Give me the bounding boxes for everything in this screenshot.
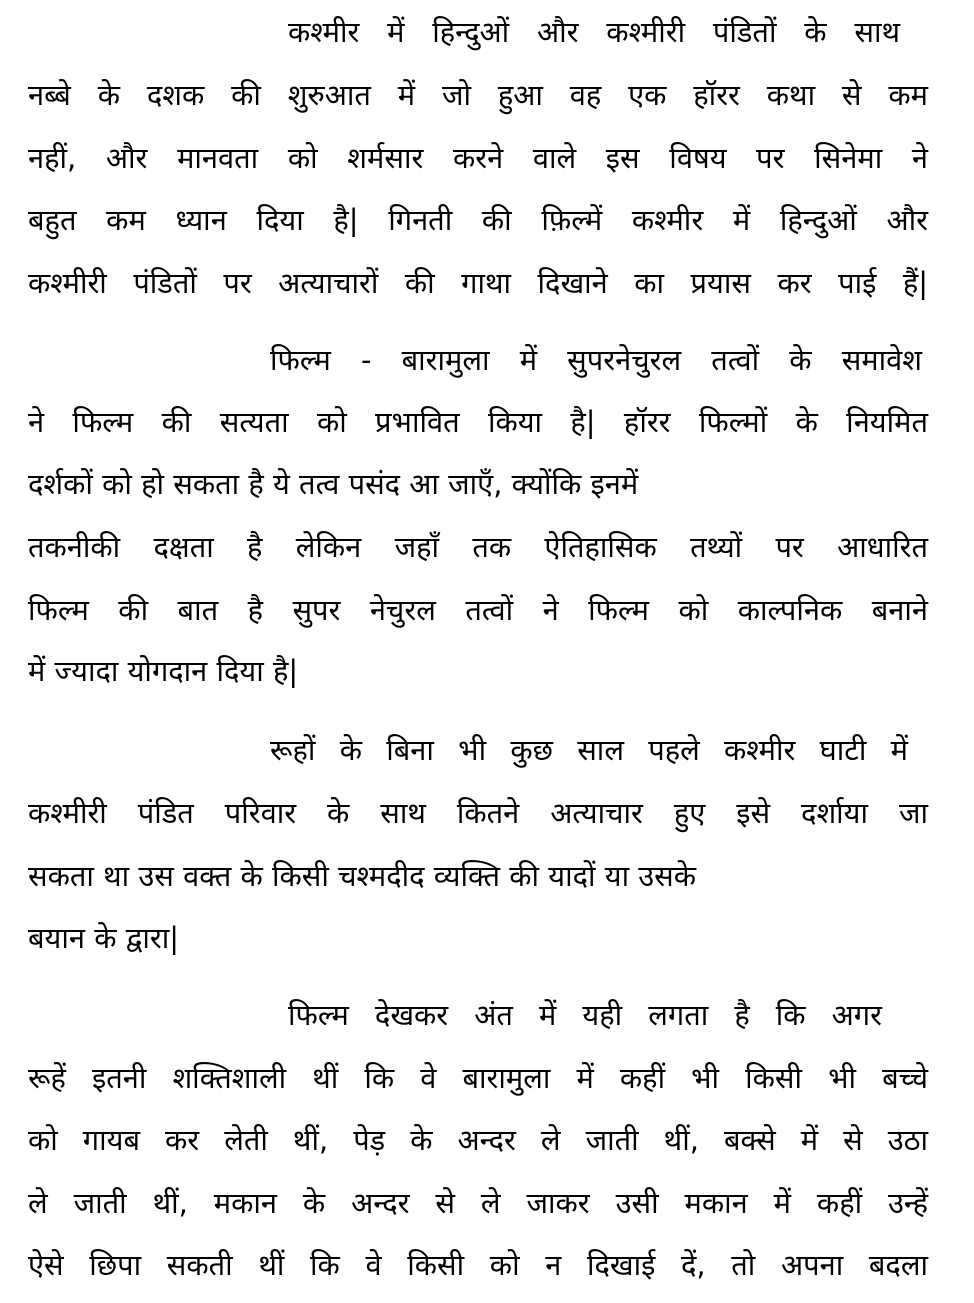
paragraph-2-line-6: में ज्यादा योगदान दिया है| bbox=[28, 654, 299, 688]
paragraph-3-line-3: सकता था उस वक्त के किसी चश्मदीद व्यक्ति की यादों या उसके bbox=[28, 859, 697, 893]
paragraph-1-line-5: कश्मीरी पंडितों पर अत्याचारों की गाथा दिखाने का प्रयास कर पाई हैं| bbox=[28, 266, 928, 300]
paragraph-3-line-4: बयान के द्वारा| bbox=[28, 921, 180, 955]
paragraph-4-line-5: ऐसे छिपा सकती थीं कि वे किसी को न दिखाई दें, तो अपना बदला bbox=[28, 1248, 928, 1282]
paragraph-2-line-1: फिल्म - बारामुला में सुपरनेचुरल तत्वों के समावेश bbox=[270, 343, 922, 377]
paragraph-2-line-2: ने फिल्म की सत्यता को प्रभावित किया है| हॉरर फिल्मों के नियमित bbox=[28, 405, 928, 439]
paragraph-2-line-5: फिल्म की बात है सुपर नेचुरल तत्वों ने फिल्म को काल्पनिक बनाने bbox=[28, 593, 928, 627]
paragraph-3-line-1: रूहों के बिना भी कुछ साल पहले कश्मीर घाटी में bbox=[270, 733, 908, 767]
paragraph-1-line-1: कश्मीर में हिन्दुओं और कश्मीरी पंडितों के साथ bbox=[288, 15, 900, 49]
paragraph-4-line-4: ले जाती थीं, मकान के अन्दर से ले जाकर उसी मकान में कहीं उन्हें bbox=[28, 1186, 928, 1220]
paragraph-1-line-4: बहुत कम ध्यान दिया है| गिनती की फ़िल्में कश्मीर में हिन्दुओं और bbox=[28, 203, 928, 237]
paragraph-4-line-2: रूहें इतनी शक्तिशाली थीं कि वे बारामुला में कहीं भी किसी भी बच्चे bbox=[28, 1061, 928, 1095]
paragraph-2-line-4: तकनीकी दक्षता है लेकिन जहाँ तक ऐतिहासिक तथ्यों पर आधारित bbox=[28, 530, 928, 564]
paragraph-4-line-3: को गायब कर लेती थीं, पेड़ के अन्दर ले जाती थीं, बक्से में से उठा bbox=[28, 1123, 928, 1157]
paragraph-2-line-3: दर्शकों को हो सकता है ये तत्व पसंद आ जाएँ, क्योंकि इनमें bbox=[28, 467, 639, 501]
paragraph-1-line-3: नहीं, और मानवता को शर्मसार करने वाले इस विषय पर सिनेमा ने bbox=[28, 141, 928, 175]
paragraph-4-line-1: फिल्म देखकर अंत में यही लगता है कि अगर bbox=[288, 998, 882, 1032]
paragraph-1-line-2: नब्बे के दशक की शुरुआत में जो हुआ वह एक हॉरर कथा से कम bbox=[28, 78, 928, 112]
paragraph-3-line-2: कश्मीरी पंडित परिवार के साथ कितने अत्याचार हुए इसे दर्शाया जा bbox=[28, 796, 928, 830]
